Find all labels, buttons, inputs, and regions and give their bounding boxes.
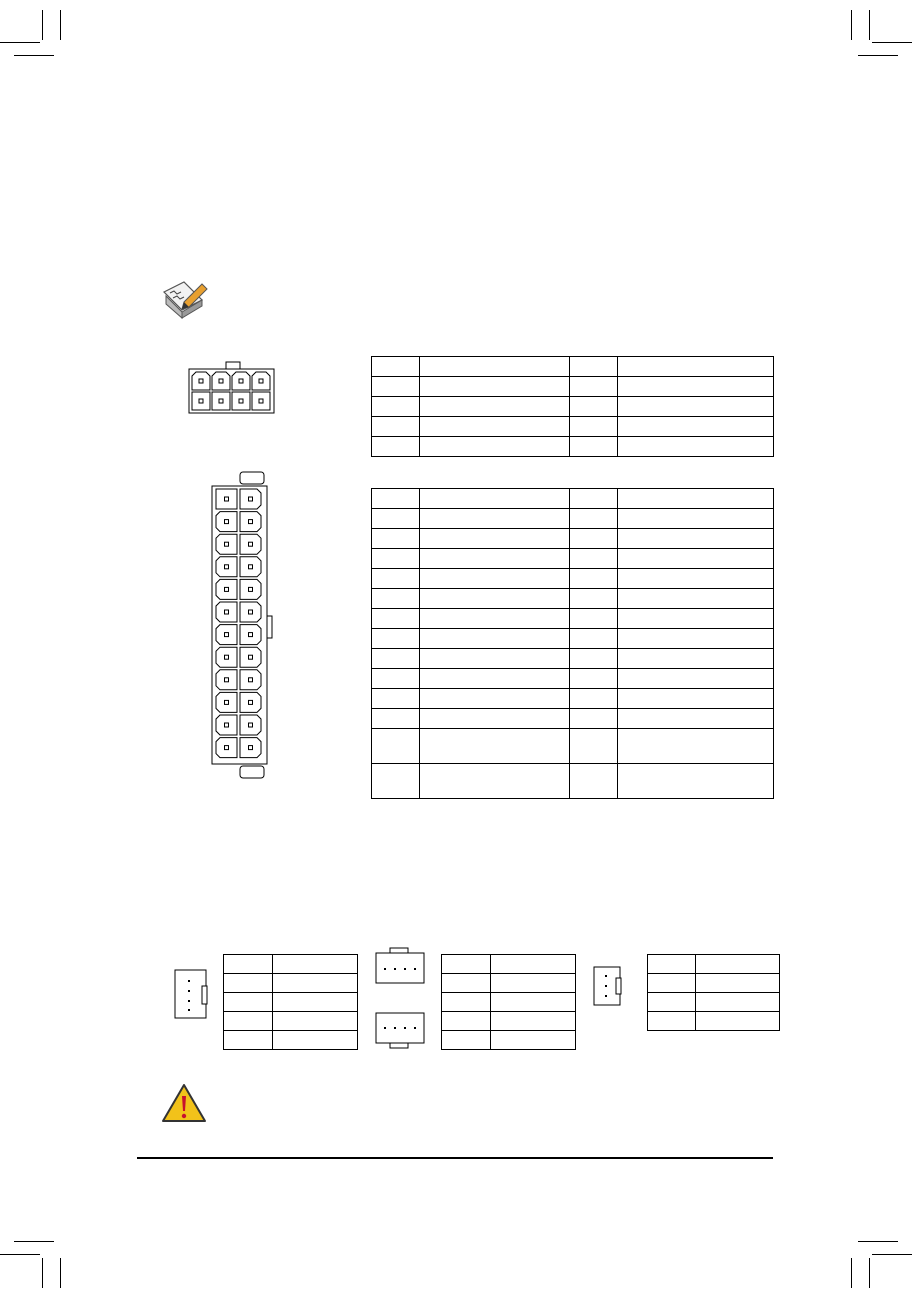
pin-hole xyxy=(225,723,229,727)
pin-hole xyxy=(249,700,253,704)
table-cell xyxy=(618,629,774,649)
table-cell xyxy=(372,437,420,457)
sys-fan3-pin-table xyxy=(647,954,780,1031)
table-cell xyxy=(570,629,618,649)
table-cell xyxy=(420,709,570,729)
table-cell xyxy=(618,397,774,417)
table-cell xyxy=(273,974,358,993)
table-cell xyxy=(570,729,618,764)
cpu-fan-connector-top-diagram xyxy=(372,946,428,986)
table-cell xyxy=(442,1031,491,1050)
table-row xyxy=(648,974,780,993)
table-row xyxy=(224,974,358,993)
pin-hole xyxy=(225,700,229,704)
table-cell xyxy=(372,417,420,437)
table-cell xyxy=(570,709,618,729)
atx-connector-diagram xyxy=(208,470,278,782)
pin-hole xyxy=(249,587,253,591)
table-row xyxy=(372,529,774,549)
table-cell xyxy=(648,1012,696,1031)
table-row xyxy=(372,764,774,799)
table-cell xyxy=(618,357,774,377)
table-cell xyxy=(491,1031,576,1050)
table-row xyxy=(442,1012,576,1031)
table-row xyxy=(372,629,774,649)
table-cell xyxy=(420,377,570,397)
table-cell xyxy=(372,589,420,609)
table-cell xyxy=(273,993,358,1012)
table-cell xyxy=(570,437,618,457)
table-cell xyxy=(372,569,420,589)
table-cell xyxy=(570,377,618,397)
table-cell xyxy=(372,669,420,689)
table-cell xyxy=(618,377,774,397)
table-cell xyxy=(420,729,570,764)
table-cell xyxy=(618,529,774,549)
pin-hole xyxy=(219,399,223,403)
pin-hole xyxy=(249,746,253,750)
table-cell xyxy=(372,377,420,397)
table-cell xyxy=(372,489,420,509)
table-row xyxy=(372,729,774,764)
memo-pencil-icon xyxy=(160,278,210,322)
table-cell xyxy=(420,437,570,457)
table-row xyxy=(372,649,774,669)
table-row xyxy=(442,1031,576,1050)
table-cell xyxy=(372,397,420,417)
table-cell xyxy=(570,357,618,377)
table-row xyxy=(372,417,774,437)
table-cell xyxy=(570,609,618,629)
table-cell xyxy=(570,417,618,437)
sys-fan1-pin-table xyxy=(223,954,358,1050)
pin-hole xyxy=(259,379,263,383)
table-cell xyxy=(570,397,618,417)
pin-hole xyxy=(225,497,229,501)
table-cell xyxy=(273,1031,358,1050)
table-cell xyxy=(224,1031,273,1050)
table-row xyxy=(442,993,576,1012)
table-cell xyxy=(420,764,570,799)
table-cell xyxy=(696,1012,780,1031)
pin-hole xyxy=(249,633,253,637)
table-cell xyxy=(442,1012,491,1031)
table-cell xyxy=(420,397,570,417)
table-cell xyxy=(420,489,570,509)
table-cell xyxy=(570,669,618,689)
warning-triangle-icon xyxy=(160,1082,208,1124)
table-row xyxy=(372,489,774,509)
cpu-fan-connector-bottom-diagram xyxy=(372,1010,428,1050)
pin-hole xyxy=(219,379,223,383)
table-cell xyxy=(491,993,576,1012)
pin-hole xyxy=(225,542,229,546)
table-cell xyxy=(420,509,570,529)
table-cell xyxy=(570,649,618,669)
table-row xyxy=(372,709,774,729)
table-cell xyxy=(491,1012,576,1031)
table-row xyxy=(372,509,774,529)
pin-hole xyxy=(225,678,229,682)
pin-hole xyxy=(225,633,229,637)
pin-hole xyxy=(259,399,263,403)
table-row xyxy=(372,437,774,457)
table-row xyxy=(372,689,774,709)
table-cell xyxy=(618,764,774,799)
table-cell xyxy=(273,955,358,974)
table-cell xyxy=(442,993,491,1012)
table-cell xyxy=(420,689,570,709)
pin-hole xyxy=(249,655,253,659)
pin-hole xyxy=(249,542,253,546)
pin-hole xyxy=(225,746,229,750)
table-cell xyxy=(420,549,570,569)
pin-hole xyxy=(225,520,229,524)
pin-hole xyxy=(225,610,229,614)
atx-pin-table xyxy=(371,488,774,799)
table-row xyxy=(372,549,774,569)
table-cell xyxy=(372,609,420,629)
table-cell xyxy=(618,689,774,709)
table-cell xyxy=(372,629,420,649)
sys-fan3-connector-diagram xyxy=(590,964,628,1008)
table-cell xyxy=(570,529,618,549)
footer-rule xyxy=(137,1157,773,1159)
table-cell xyxy=(618,489,774,509)
table-cell xyxy=(618,417,774,437)
table-cell xyxy=(442,974,491,993)
table-cell xyxy=(491,974,576,993)
table-cell xyxy=(442,955,491,974)
table-cell xyxy=(420,649,570,669)
table-row xyxy=(372,609,774,629)
table-cell xyxy=(372,357,420,377)
table-cell xyxy=(420,609,570,629)
table-cell xyxy=(372,764,420,799)
table-row xyxy=(648,1012,780,1031)
atx12v-connector-diagram xyxy=(186,360,278,416)
pin-hole xyxy=(249,497,253,501)
table-cell xyxy=(648,974,696,993)
table-cell xyxy=(648,993,696,1012)
table-row xyxy=(372,669,774,689)
table-row xyxy=(372,569,774,589)
pin-hole xyxy=(239,399,243,403)
table-cell xyxy=(618,729,774,764)
table-row xyxy=(372,589,774,609)
table-cell xyxy=(372,709,420,729)
table-cell xyxy=(570,489,618,509)
table-cell xyxy=(618,509,774,529)
pin-hole xyxy=(225,565,229,569)
table-cell xyxy=(224,1012,273,1031)
table-cell xyxy=(372,509,420,529)
table-cell xyxy=(224,955,273,974)
table-cell xyxy=(570,689,618,709)
pin-hole xyxy=(225,655,229,659)
table-cell xyxy=(648,955,696,974)
table-cell xyxy=(696,974,780,993)
table-row xyxy=(224,1012,358,1031)
table-row xyxy=(372,357,774,377)
table-cell xyxy=(570,549,618,569)
table-cell xyxy=(618,609,774,629)
table-row xyxy=(372,397,774,417)
table-cell xyxy=(491,955,576,974)
table-cell xyxy=(618,669,774,689)
table-cell xyxy=(570,509,618,529)
table-cell xyxy=(372,529,420,549)
pin-hole xyxy=(239,379,243,383)
pin-hole xyxy=(199,379,203,383)
table-cell xyxy=(618,589,774,609)
table-row xyxy=(648,955,780,974)
table-cell xyxy=(618,709,774,729)
table-cell xyxy=(224,974,273,993)
pin-hole xyxy=(249,723,253,727)
atx12v-pin-table xyxy=(371,356,774,457)
table-cell xyxy=(570,569,618,589)
table-cell xyxy=(224,993,273,1012)
table-cell xyxy=(618,437,774,457)
pin-hole xyxy=(249,520,253,524)
table-row xyxy=(442,974,576,993)
table-cell xyxy=(696,955,780,974)
table-cell xyxy=(372,689,420,709)
table-row xyxy=(372,377,774,397)
table-cell xyxy=(420,589,570,609)
table-row xyxy=(224,955,358,974)
pin-hole xyxy=(225,587,229,591)
table-row xyxy=(224,1031,358,1050)
table-cell xyxy=(618,569,774,589)
table-cell xyxy=(618,549,774,569)
pin-hole xyxy=(199,399,203,403)
table-cell xyxy=(420,357,570,377)
pin-hole xyxy=(249,565,253,569)
table-cell xyxy=(570,589,618,609)
table-row xyxy=(442,955,576,974)
table-row xyxy=(224,993,358,1012)
table-row xyxy=(648,993,780,1012)
table-cell xyxy=(420,529,570,549)
table-cell xyxy=(420,669,570,689)
table-cell xyxy=(618,649,774,669)
table-cell xyxy=(570,764,618,799)
sys-fan-connector-diagram xyxy=(172,968,212,1022)
pin-hole xyxy=(249,610,253,614)
table-cell xyxy=(420,629,570,649)
pin-hole xyxy=(249,678,253,682)
table-cell xyxy=(420,569,570,589)
table-cell xyxy=(372,649,420,669)
table-cell xyxy=(372,549,420,569)
table-cell xyxy=(273,1012,358,1031)
table-cell xyxy=(372,729,420,764)
table-cell xyxy=(696,993,780,1012)
table-cell xyxy=(420,417,570,437)
cpu-fan-pin-table xyxy=(441,954,576,1050)
